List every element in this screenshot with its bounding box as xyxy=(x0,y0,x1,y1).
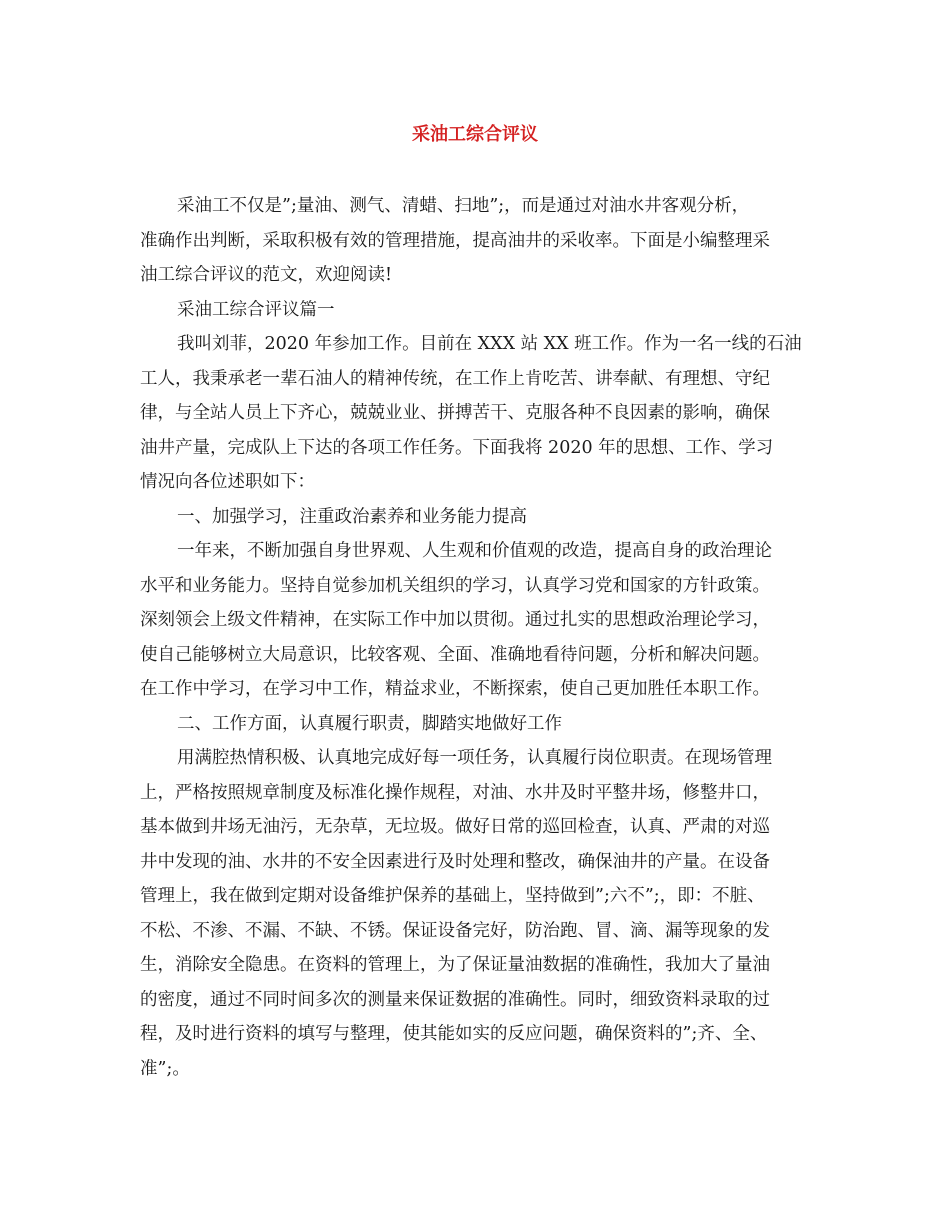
text-line: 油井产量，完成队上下达的各项工作任务。下面我将 2020 年的思想、工作、学习 xyxy=(140,437,774,458)
text-line: 在工作中学习，在学习中工作，精益求业，不断探索，使自己更加胜任本职工作。 xyxy=(140,679,770,699)
text-line: 二、工作方面，认真履行职责，脚踏实地做好工作 xyxy=(177,713,562,734)
text-line: 准”;。 xyxy=(140,1058,190,1079)
text-line: 律，与全站人员上下齐心，兢兢业业、拼搏苦干、克服各种不良因素的影响，确保 xyxy=(140,403,770,423)
text-line: 生，消除安全隐患。在资料的管理上，为了保证量油数据的准确性，我加大了量油 xyxy=(140,955,770,975)
text-line: 的密度，通过不同时间多次的测量来保证数据的准确性。同时，细致资料录取的过 xyxy=(140,989,770,1010)
text-line: 基本做到井场无油污，无杂草，无垃圾。做好日常的巡回检查，认真、严肃的对巡 xyxy=(140,817,770,837)
text-line: 深刻领会上级文件精神，在实际工作中加以贯彻。通过扎实的思想政治理论学习， xyxy=(140,610,770,630)
text-line: 上，严格按照规章制度及标准化操作规程，对油、水井及时平整井场，修整井口， xyxy=(140,782,770,803)
text-line: 程，及时进行资料的填写与整理，使其能如实的反应问题，确保资料的”;齐、全、 xyxy=(140,1024,768,1044)
text-line: 油工综合评议的范文，欢迎阅读! xyxy=(140,265,393,285)
text-line: 水平和业务能力。坚持自觉参加机关组织的学习，认真学习党和国家的方针政策。 xyxy=(140,575,770,596)
text-line: 管理上，我在做到定期对设备维护保养的基础上，坚持做到”;六不”;，即：不脏、 xyxy=(140,886,765,906)
text-line: 工人，我秉承老一辈石油人的精神传统，在工作上肯吃苦、讲奉献、有理想、守纪 xyxy=(140,368,770,389)
text-line: 井中发现的油、水井的不安全因素进行及时处理和整改，确保油井的产量。在设备 xyxy=(140,851,770,872)
text-line: 我叫刘菲，2020 年参加工作。目前在 XXX 站 XX 班工作。作为一名一线的石油 xyxy=(177,334,802,354)
text-line: 一、加强学习，注重政治素养和业务能力提高 xyxy=(177,506,527,527)
text-line: 一年来，不断加强自身世界观、人生观和价值观的改造，提高自身的政治理论 xyxy=(177,541,772,561)
document-body xyxy=(140,189,830,1086)
text-line: 采油工综合评议篇一 xyxy=(177,299,335,320)
text-line: 采油工不仅是”;量油、测气、清蜡、扫地”;，而是通过对油水井客观分析， xyxy=(177,196,750,216)
text-line: 情况向各位述职如下： xyxy=(140,472,315,492)
text-line: 不松、不渗、不漏、不缺、不锈。保证设备完好，防治跑、冒、滴、漏等现象的发 xyxy=(140,920,770,941)
text-line: 用满腔热情积极、认真地完成好每一项任务，认真履行岗位职责。在现场管理 xyxy=(177,748,772,768)
text-line: 准确作出判断，采取积极有效的管理措施，提高油井的采收率。下面是小编整理采 xyxy=(140,230,770,251)
text-line: 使自己能够树立大局意识，比较客观、全面、准确地看待问题，分析和解决问题。 xyxy=(140,644,770,665)
document-title: 采油工综合评议 xyxy=(412,124,538,145)
